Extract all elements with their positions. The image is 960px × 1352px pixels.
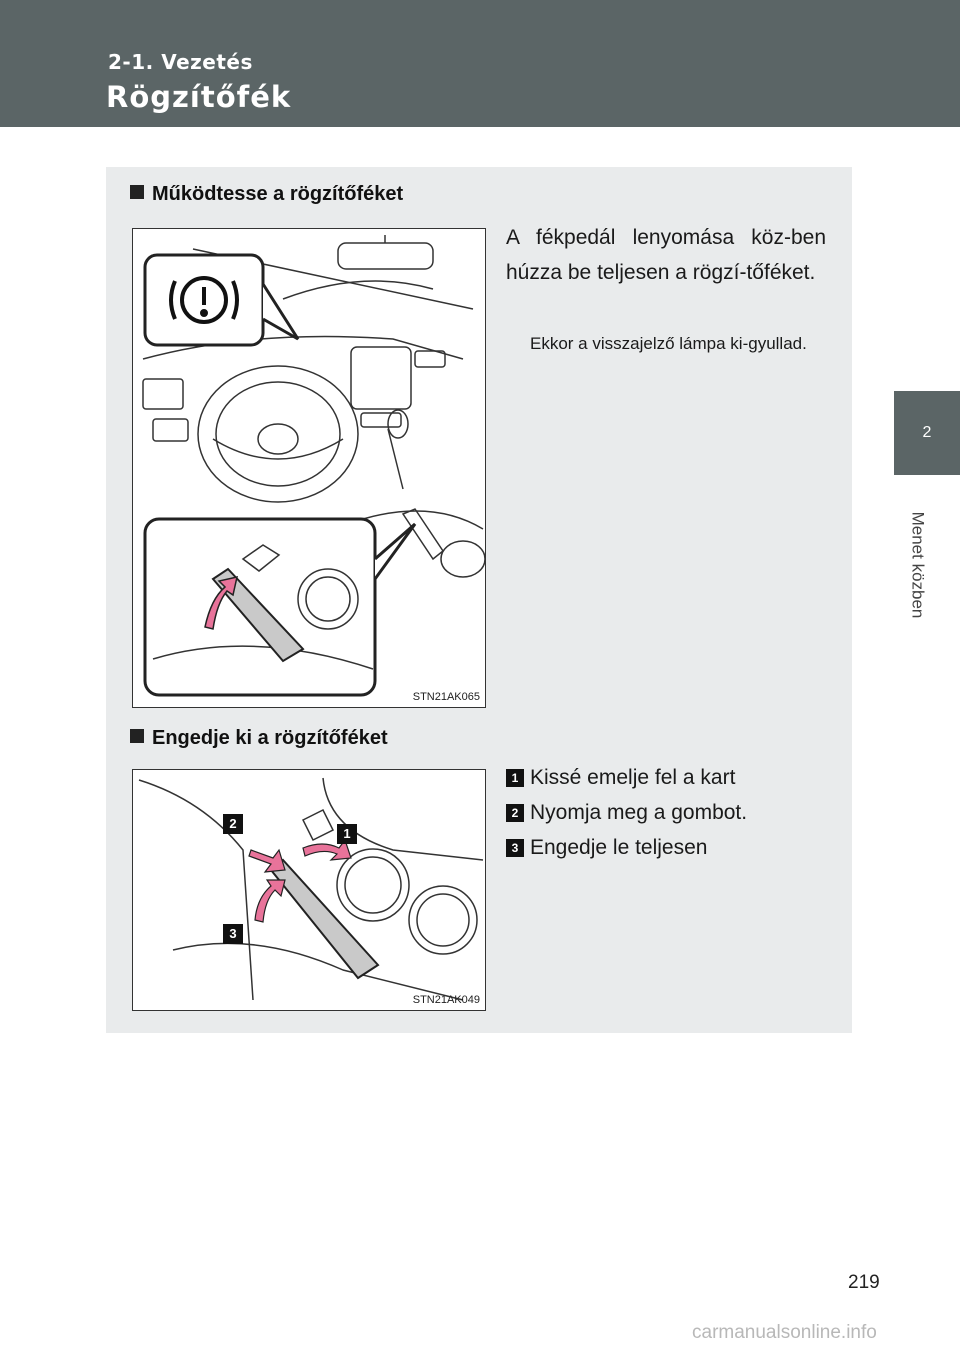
bullet-square-icon: [130, 185, 144, 199]
step-text: Kissé emelje fel a kart: [530, 766, 736, 789]
figure-code: STN21AK065: [412, 691, 480, 703]
figure-apply-brake: [132, 228, 486, 708]
step-number-badge: 1: [506, 769, 524, 787]
step-text: Engedje le teljesen: [530, 836, 708, 859]
step-text: Nyomja meg a gombot.: [530, 801, 748, 824]
press-button-arrow-icon: [249, 850, 285, 872]
watermark-link[interactable]: carmanualsonline.info: [692, 1322, 877, 1343]
step-number-badge: 2: [506, 804, 524, 822]
page-title: Rögzítőfék: [106, 80, 292, 114]
chapter-header: [0, 0, 960, 127]
dashboard-illustration: [133, 229, 485, 707]
chapter-tab-number: 2: [922, 424, 932, 441]
section-heading-apply: Működtesse a rögzítőféket: [130, 183, 403, 206]
section-heading-release: Engedje ki a rögzítőféket: [130, 727, 388, 750]
figure-step-2-marker: 1: [337, 824, 357, 844]
figure-code: STN21AK049: [412, 994, 480, 1006]
chapter-tab-label: Menet közben: [908, 511, 928, 619]
section-subtitle: 2-1. Vezetés: [108, 50, 253, 74]
apply-note: Ekkor a visszajelző lámpa ki-gyullad.: [530, 334, 807, 353]
lever-illustration: [133, 770, 485, 1010]
chapter-tab[interactable]: [894, 391, 960, 475]
step-2: [506, 801, 747, 825]
lower-arrow-icon: [255, 880, 285, 922]
apply-instruction: A fékpedál lenyomása köz-ben húzza be teljesen a rögzí-tőféket.: [506, 226, 826, 284]
step-3: [506, 836, 707, 860]
figure-release-brake: [132, 769, 486, 1011]
figure-step-1-marker: 2: [223, 814, 243, 834]
figure-step-3-marker: 3: [223, 924, 243, 944]
bullet-square-icon: [130, 729, 144, 743]
step-1: [506, 766, 735, 790]
step-number-badge: 3: [506, 839, 524, 857]
page-number: 219: [848, 1272, 880, 1293]
